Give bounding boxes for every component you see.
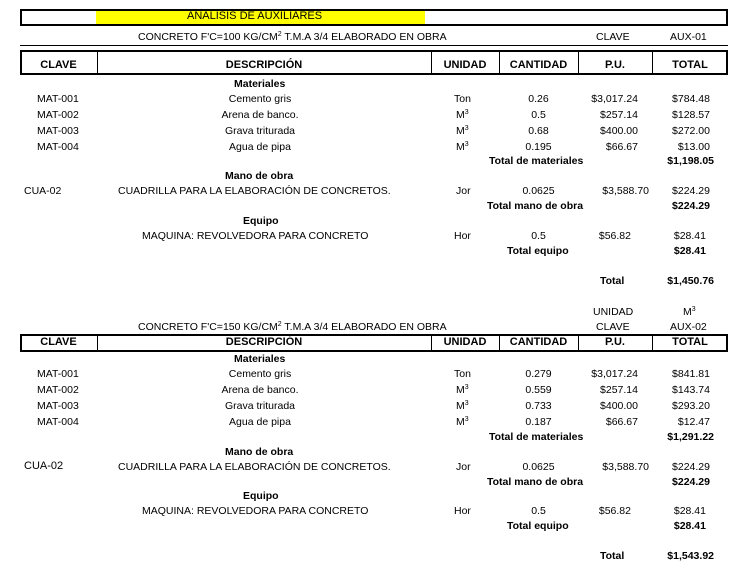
clave-value: AUX-02 <box>670 321 707 333</box>
material-pu: $400.00 <box>600 125 638 137</box>
total-equipo-label: Total equipo <box>507 520 569 532</box>
grand-total-label: Total <box>600 550 625 562</box>
labor-desc: CUADRILLA PARA LA ELABORACIÓN DE CONCRETOS. <box>118 461 391 473</box>
header-descripcion: DESCRIPCIÓN <box>225 336 303 348</box>
equipment-desc: MAQUINA: REVOLVEDORA PARA CONCRETO <box>142 505 369 517</box>
labor-unidad: Jor <box>456 461 471 473</box>
labor-clave: CUA-02 <box>24 460 64 472</box>
labor-pu: $3,588.70 <box>602 461 649 473</box>
material-total: $272.00 <box>672 125 710 137</box>
material-unidad: $M^3$ <box>456 125 469 137</box>
material-unidad: $M^3$ <box>456 416 469 428</box>
section-mano-obra: Mano de obra <box>225 170 294 182</box>
section-materiales: Materiales <box>234 78 286 90</box>
equipment-unidad: Hor <box>454 505 471 517</box>
material-desc: Grava triturada <box>224 400 296 412</box>
page-title: ANALISIS DE AUXILIARES <box>187 10 323 22</box>
labor-cantidad: 0.0625 <box>522 461 555 473</box>
section-equipo: Equipo <box>243 215 279 227</box>
material-unidad: $M^3$ <box>456 384 469 396</box>
total-mano-obra-value: $224.29 <box>672 200 710 212</box>
grand-total-value: $1,543.92 <box>667 550 714 562</box>
material-unidad: Ton <box>454 368 471 380</box>
labor-unidad: Jor <box>456 185 471 197</box>
unidad-value: $M^3$ <box>683 306 696 318</box>
header-pu: P.U. <box>605 59 625 71</box>
clave-label: CLAVE <box>596 31 630 43</box>
section-mano-obra: Mano de obra <box>225 446 294 458</box>
clave-label: CLAVE <box>596 321 630 333</box>
material-clave: MAT-002 <box>37 384 79 396</box>
total-mano-obra-label: Total mano de obra <box>487 200 584 212</box>
material-unidad: $M^3$ <box>456 141 469 153</box>
total-materiales-value: $1,291.22 <box>667 431 714 443</box>
material-desc: Arena de banco. <box>221 384 299 396</box>
material-cantidad: 0.279 <box>525 368 552 380</box>
header-unidad: UNIDAD <box>443 336 487 348</box>
material-total: $13.00 <box>677 141 710 153</box>
material-pu: $257.14 <box>600 109 638 121</box>
concept-description: CONCRETO F'C=100 $KG/CM^2$ T.M.A 3/4 ELABORADO EN OBRA <box>138 31 447 43</box>
header-cantidad: CANTIDAD <box>509 336 568 348</box>
material-clave: MAT-004 <box>37 141 79 153</box>
material-cantidad: 0.68 <box>528 125 549 137</box>
concept-description: CONCRETO F'C=150 $KG/CM^2$ T.M.A 3/4 ELABORADO EN OBRA <box>138 321 447 333</box>
header-total: TOTAL <box>672 336 708 348</box>
total-equipo-value: $28.41 <box>673 245 706 257</box>
equipment-pu: $56.82 <box>598 505 631 517</box>
concept-underline <box>20 45 728 46</box>
material-pu: $400.00 <box>600 400 638 412</box>
material-desc: Agua de pipa <box>229 141 291 153</box>
material-clave: MAT-002 <box>37 109 79 121</box>
header-unidad: UNIDAD <box>443 59 487 71</box>
total-mano-obra-value: $224.29 <box>672 476 710 488</box>
unidad-label: UNIDAD <box>593 306 634 318</box>
material-pu: $3,017.24 <box>591 368 638 380</box>
labor-total: $224.29 <box>672 185 710 197</box>
material-total: $784.48 <box>672 93 710 105</box>
material-cantidad: 0.187 <box>525 416 552 428</box>
header-pu: P.U. <box>605 336 625 348</box>
section-equipo: Equipo <box>243 490 279 502</box>
header-descripcion: DESCRIPCIÓN <box>225 59 303 71</box>
section-materiales: Materiales <box>234 353 286 365</box>
material-total: $293.20 <box>672 400 710 412</box>
material-pu: $257.14 <box>600 384 638 396</box>
labor-cantidad: 0.0625 <box>522 185 555 197</box>
equipment-unidad: Hor <box>454 230 471 242</box>
material-clave: MAT-003 <box>37 400 79 412</box>
total-mano-obra-label: Total mano de obra <box>487 476 584 488</box>
equipment-total: $28.41 <box>673 505 706 517</box>
clave-value: AUX-01 <box>670 31 707 43</box>
material-unidad: $M^3$ <box>456 400 469 412</box>
header-cantidad: CANTIDAD <box>509 59 568 71</box>
grand-total-label: Total <box>600 275 625 287</box>
equipment-cantidad: 0.5 <box>531 230 546 242</box>
grand-total-value: $1,450.76 <box>667 275 714 287</box>
equipment-total: $28.41 <box>673 230 706 242</box>
material-pu: $66.67 <box>605 141 638 153</box>
equipment-pu: $56.82 <box>598 230 631 242</box>
material-clave: MAT-001 <box>37 368 79 380</box>
material-unidad: $M^3$ <box>456 109 469 121</box>
header-clave: CLAVE <box>40 59 77 71</box>
material-total: $841.81 <box>672 368 710 380</box>
material-desc: Cemento gris <box>228 93 292 105</box>
material-total: $143.74 <box>672 384 710 396</box>
total-materiales-value: $1,198.05 <box>667 155 714 167</box>
material-cantidad: 0.195 <box>525 141 552 153</box>
material-desc: Grava triturada <box>224 125 296 137</box>
header-total: TOTAL <box>672 59 708 71</box>
material-clave: MAT-001 <box>37 93 79 105</box>
material-desc: Cemento gris <box>228 368 292 380</box>
material-cantidad: 0.559 <box>525 384 552 396</box>
equipment-cantidad: 0.5 <box>531 505 546 517</box>
labor-pu: $3,588.70 <box>602 185 649 197</box>
total-materiales-label: Total de materiales <box>489 431 584 443</box>
material-pu: $66.67 <box>605 416 638 428</box>
material-desc: Agua de pipa <box>229 416 291 428</box>
material-cantidad: 0.733 <box>525 400 552 412</box>
material-pu: $3,017.24 <box>591 93 638 105</box>
labor-desc: CUADRILLA PARA LA ELABORACIÓN DE CONCRETOS. <box>118 185 391 197</box>
total-materiales-label: Total de materiales <box>489 155 584 167</box>
header-clave: CLAVE <box>40 336 77 348</box>
material-unidad: Ton <box>454 93 471 105</box>
material-desc: Arena de banco. <box>221 109 299 121</box>
labor-total: $224.29 <box>672 461 710 473</box>
labor-clave: CUA-02 <box>24 185 62 197</box>
material-cantidad: 0.5 <box>531 109 546 121</box>
total-equipo-label: Total equipo <box>507 245 569 257</box>
material-cantidad: 0.26 <box>528 93 549 105</box>
equipment-desc: MAQUINA: REVOLVEDORA PARA CONCRETO <box>142 230 369 242</box>
material-clave: MAT-003 <box>37 125 79 137</box>
material-total: $128.57 <box>672 109 710 121</box>
material-clave: MAT-004 <box>37 416 79 428</box>
total-equipo-value: $28.41 <box>673 520 706 532</box>
material-total: $12.47 <box>677 416 710 428</box>
